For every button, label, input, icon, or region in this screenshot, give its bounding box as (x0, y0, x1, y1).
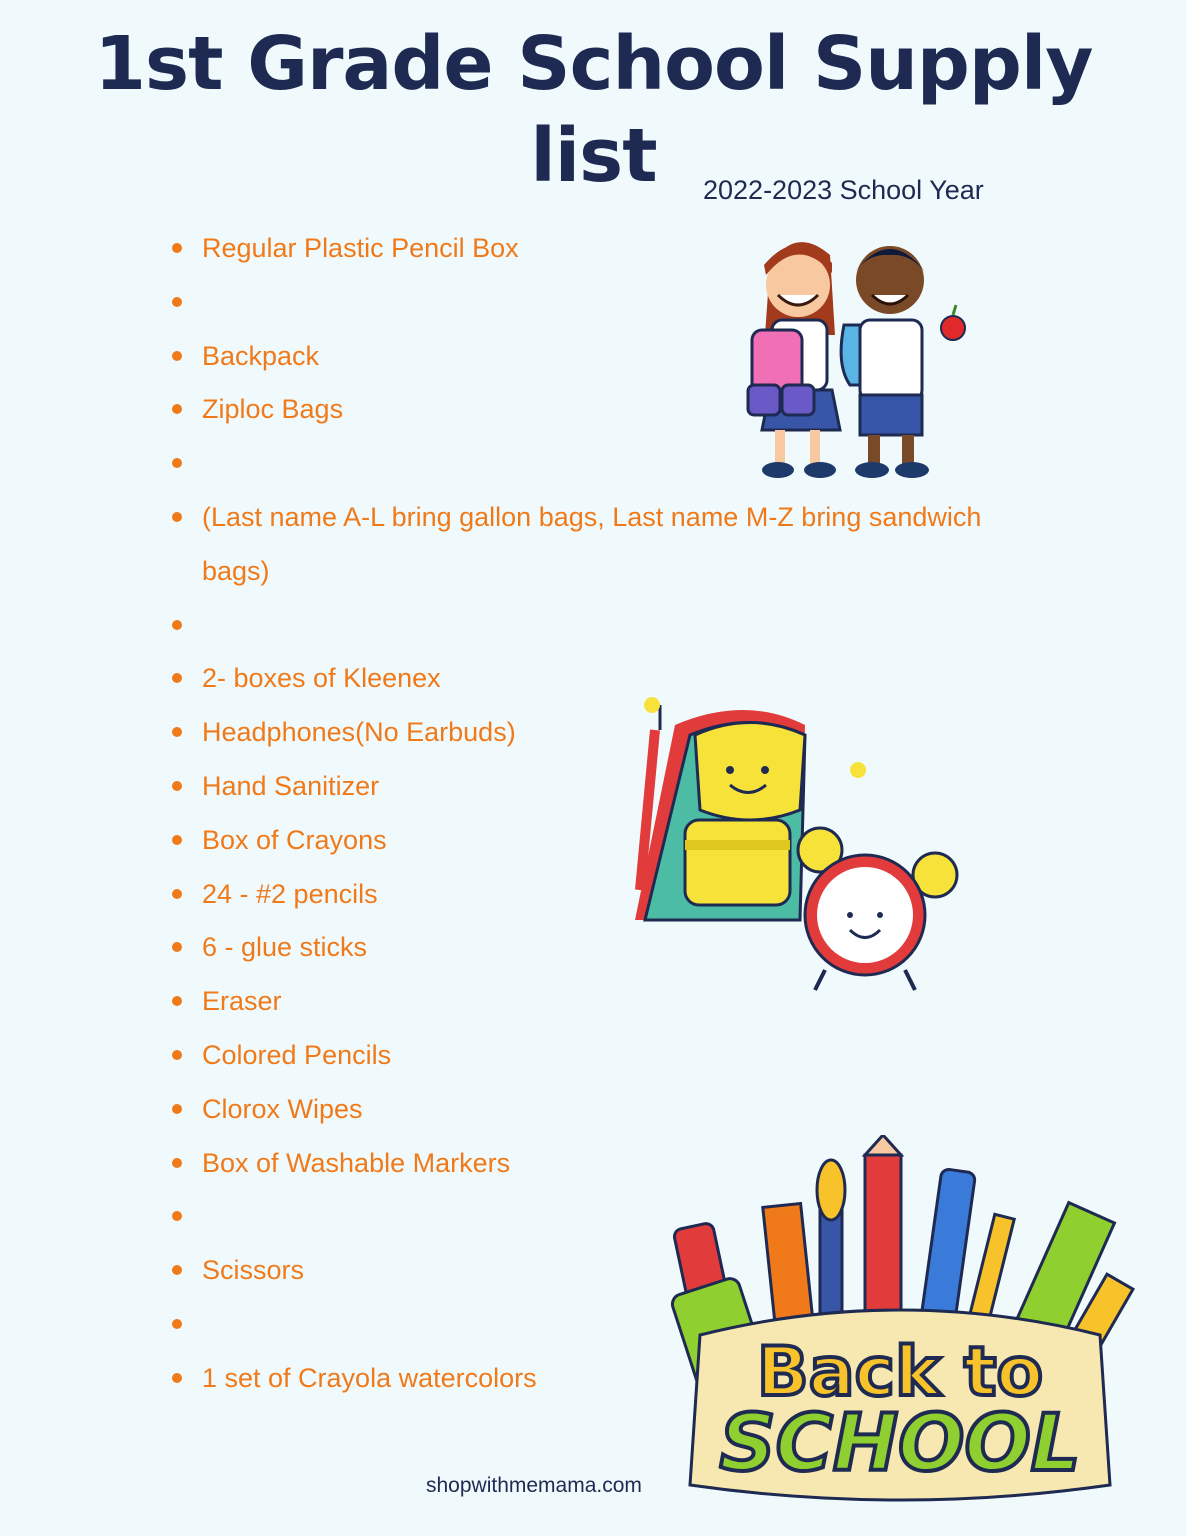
list-item: (Last name A-L bring gallon bags, Last name M-Z bring sandwich bags) (172, 491, 1052, 599)
list-item: Backpack (172, 330, 1052, 384)
list-item: Colored Pencils (172, 1029, 1052, 1083)
list-item: Box of Crayons (172, 814, 1052, 868)
list-item: Headphones(No Earbuds) (172, 706, 1052, 760)
children-icon (740, 225, 985, 485)
list-item: Hand Sanitizer (172, 760, 1052, 814)
footer-website: shopwithmemama.com (426, 1474, 642, 1497)
banner-line-1: Back to (756, 1333, 1044, 1412)
list-item: Ziploc Bags (172, 383, 1052, 437)
list-item: 24 - #2 pencils (172, 868, 1052, 922)
banner-line-2: SCHOOL (719, 1399, 1081, 1489)
list-item: Regular Plastic Pencil Box (172, 222, 1052, 276)
list-item: 1 set of Crayola watercolors (172, 1352, 1052, 1406)
title-line-2: list (530, 113, 657, 199)
list-item: Box of Washable Markers (172, 1137, 1052, 1191)
school-year: 2022-2023 School Year (703, 175, 984, 205)
list-item: Clorox Wipes (172, 1083, 1052, 1137)
title-line-1: 1st Grade School Supply (94, 21, 1093, 107)
back-to-school-icon (660, 1135, 1160, 1505)
backpack-clock-icon (600, 690, 985, 1010)
page-title (0, 18, 1187, 202)
list-item: 6 - glue sticks (172, 921, 1052, 975)
list-item: Eraser (172, 975, 1052, 1029)
list-item: 2- boxes of Kleenex (172, 652, 1052, 706)
list-item: Scissors (172, 1244, 1052, 1298)
list-item (172, 599, 1052, 653)
